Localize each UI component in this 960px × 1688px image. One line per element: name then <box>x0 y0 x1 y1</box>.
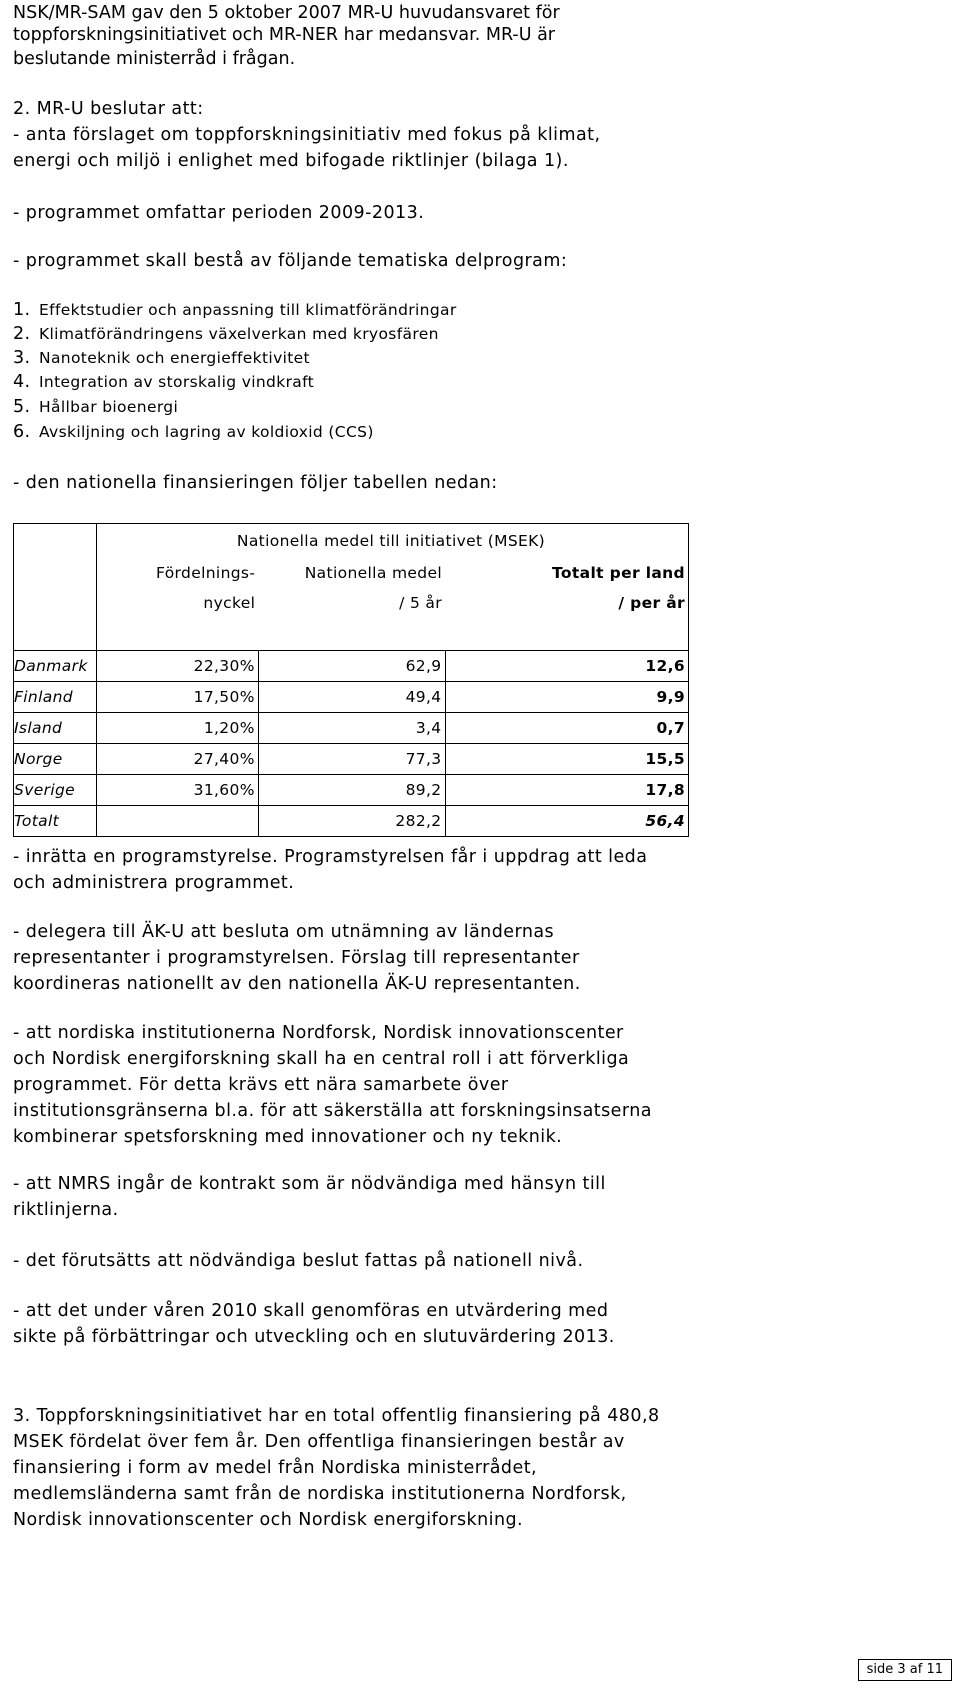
col-header-five-year-2: / 5 år <box>399 594 443 612</box>
point-7-line-5: kombinerar spetsforskning med innovationer och ny teknik. <box>13 1127 563 1147</box>
financing-table <box>13 523 689 837</box>
section-3-line-2: MSEK fördelat över fem år. Den offentliga finansieringen består av <box>13 1432 625 1452</box>
point-7-line-4: institutionsgränserna bl.a. för att säkerställa att forskningsinsatserna <box>13 1101 652 1121</box>
delprogram-item: 6. Avskiljning och lagring av koldioxid (CCS) <box>13 422 374 442</box>
point-10-line-2: sikte på förbättringar och utveckling och en slutuvärdering 2013. <box>13 1327 615 1347</box>
point-8-line-2: riktlinjerna. <box>13 1200 119 1220</box>
col-header-per-year: Totalt per land <box>445 558 688 588</box>
point-5-line-2: och administrera programmet. <box>13 873 295 893</box>
delprogram-item: 1. Effektstudier och anpassning till klimatförändringar <box>13 300 457 320</box>
col-header-per-year-2: / per år <box>445 588 688 618</box>
point-8-line-1: - att NMRS ingår de kontrakt som är nödvändiga med hänsyn till <box>13 1174 606 1194</box>
intro-line-1: NSK/MR-SAM gav den 5 oktober 2007 MR-U huvudansvaret för <box>13 3 560 23</box>
table-total-row: Totalt 282,2 56,4 <box>14 806 689 837</box>
intro-line-3: beslutande ministerråd i frågan. <box>13 49 296 69</box>
table-header-main: Nationella medel till initiativet (MSEK) <box>96 524 688 559</box>
section-3-line-1: 3. Toppforskningsinitiativet har en total offentlig finansiering på 480,8 <box>13 1406 660 1426</box>
col-header-five-year: Nationella medel <box>304 564 443 582</box>
point-6-line-2: representanter i programstyrelsen. Förslag till representanter <box>13 948 580 968</box>
page-number: side 3 af 11 <box>858 1659 952 1681</box>
delprogram-item: 5. Hållbar bioenergi <box>13 397 179 417</box>
intro-line-2: toppforskningsinitiativet och MR-NER har medansvar. MR-U är <box>13 25 555 45</box>
point-3: - programmet skall bestå av följande tematiska delprogram: <box>13 251 568 271</box>
point-6-line-1: - delegera till ÄK-U att besluta om utnämning av ländernas <box>13 922 555 942</box>
table-row: Finland 17,50% 49,4 9,9 <box>14 682 689 713</box>
point-5-line-1: - inrätta en programstyrelse. Programstyrelsen får i uppdrag att leda <box>13 847 648 867</box>
point-9: - det förutsätts att nödvändiga beslut fattas på nationell nivå. <box>13 1251 584 1271</box>
point-1-line-1: - anta förslaget om toppforskningsinitiativ med fokus på klimat, <box>13 125 601 145</box>
section-3-line-3: finansiering i form av medel från Nordiska ministerrådet, <box>13 1458 538 1478</box>
point-7-line-2: och Nordisk energiforskning skall ha en central roll i att förverkliga <box>13 1049 630 1069</box>
delprogram-item: 3. Nanoteknik och energieffektivitet <box>13 348 310 368</box>
delprogram-item: 2. Klimatförändringens växelverkan med kryosfären <box>13 324 439 344</box>
col-header-key: Fördelnings- <box>96 558 258 588</box>
point-10-line-1: - att det under våren 2010 skall genomföras en utvärdering med <box>13 1301 609 1321</box>
table-row: Danmark 22,30% 62,9 12,6 <box>14 651 689 682</box>
table-row: Norge 27,40% 77,3 15,5 <box>14 744 689 775</box>
delprogram-item: 4. Integration av storskalig vindkraft <box>13 372 315 392</box>
point-4: - den nationella finansieringen följer tabellen nedan: <box>13 473 498 493</box>
section-2-heading: 2. MR-U beslutar att: <box>13 99 204 119</box>
point-7-line-3: programmet. För detta krävs ett nära samarbete över <box>13 1075 509 1095</box>
table-row: Sverige 31,60% 89,2 17,8 <box>14 775 689 806</box>
point-1-line-2: energi och miljö i enlighet med bifogade riktlinjer (bilaga 1). <box>13 151 569 171</box>
point-2: - programmet omfattar perioden 2009-2013. <box>13 203 425 223</box>
point-6-line-3: koordineras nationellt av den nationella ÄK-U representanten. <box>13 974 581 994</box>
section-3-line-5: Nordisk innovationscenter och Nordisk energiforskning. <box>13 1510 524 1530</box>
table-row: Island 1,20% 3,4 0,7 <box>14 713 689 744</box>
point-7-line-1: - att nordiska institutionerna Nordforsk, Nordisk innovationscenter <box>13 1023 624 1043</box>
col-header-key-2: nyckel <box>96 588 258 618</box>
section-3-line-4: medlemsländerna samt från de nordiska institutionerna Nordforsk, <box>13 1484 627 1504</box>
